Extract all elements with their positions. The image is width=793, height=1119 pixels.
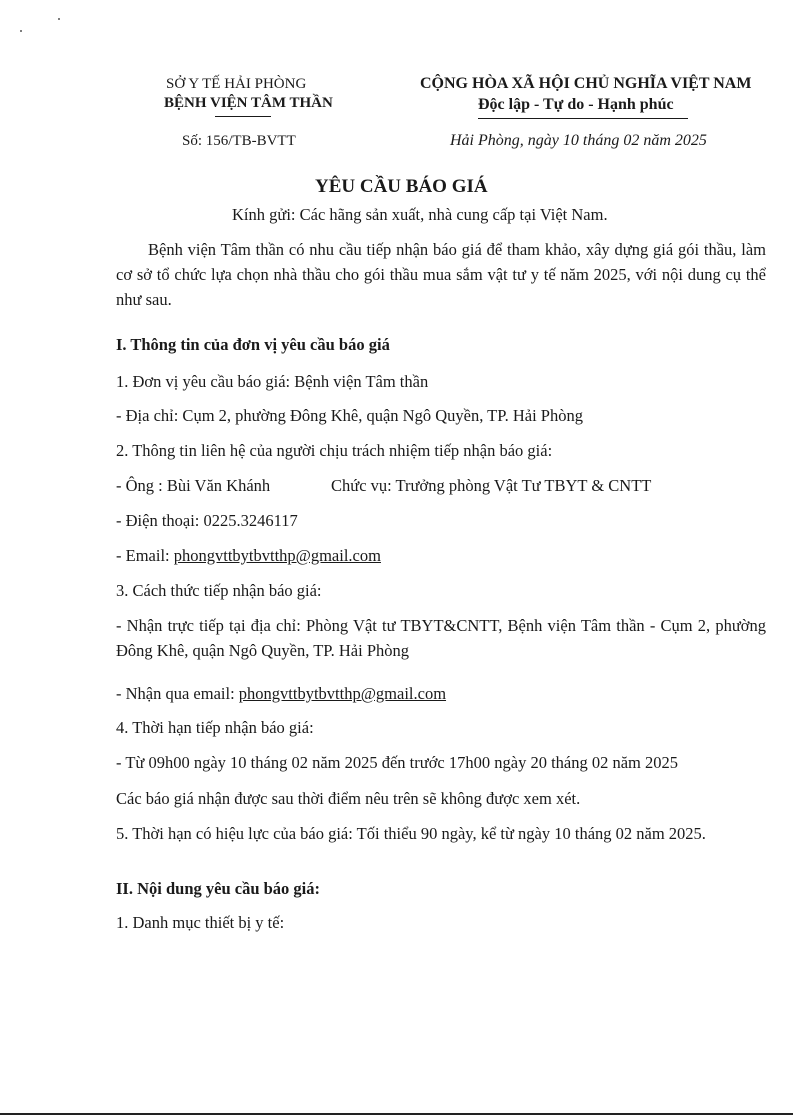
unit-item: 1. Đơn vị yêu cầu báo giá: Bệnh viện Tâm thần: [116, 372, 429, 391]
motto-underline: [478, 118, 688, 119]
intro-paragraph: [116, 237, 766, 312]
equipment-list-item: 1. Danh mục thiết bị y tế:: [116, 913, 285, 932]
contact-item: 2. Thông tin liên hệ của người chịu trách nhiệm tiếp nhận báo giá:: [116, 441, 553, 460]
deadline-period: - Từ 09h00 ngày 10 tháng 02 năm 2025 đến trước 17h00 ngày 20 tháng 02 năm 2025: [116, 753, 679, 772]
method-item: 3. Cách thức tiếp nhận báo giá:: [116, 581, 322, 600]
address-line: - Địa chỉ: Cụm 2, phường Đông Khê, quận Ngô Quyền, TP. Hải Phòng: [116, 406, 583, 425]
contact-position: Chức vụ: Trưởng phòng Vật Tư TBYT & CNTT: [331, 476, 652, 495]
hospital-name-underline: [215, 116, 271, 117]
national-motto: Độc lập - Tự do - Hạnh phúc: [478, 96, 674, 113]
section-1-heading: I. Thông tin của đơn vị yêu cầu báo giá: [116, 335, 390, 354]
late-note: Các báo giá nhận được sau thời điểm nêu trên sẽ không được xem xét.: [116, 789, 581, 808]
email-receipt-label: - Nhận qua email:: [116, 684, 239, 703]
hospital-name: BỆNH VIỆN TÂM THẦN: [164, 95, 333, 111]
contact-person: - Ông : Bùi Văn Khánh: [116, 476, 271, 495]
email-line: [116, 544, 381, 568]
section-2-heading: II. Nội dung yêu cầu báo giá:: [116, 879, 321, 898]
email-link[interactable]: phongvttbytbvtthp@gmail.com: [173, 546, 381, 565]
greeting: Kính gửi: Các hãng sản xuất, nhà cung cấp tại Việt Nam.: [232, 205, 608, 224]
email-receipt-link[interactable]: phongvttbytbvtthp@gmail.com: [238, 684, 447, 703]
date-line: Hải Phòng, ngày 10 tháng 02 năm 2025: [450, 132, 707, 149]
page-title: YÊU CẦU BÁO GIÁ: [315, 176, 488, 197]
deadline-item: 4. Thời hạn tiếp nhận báo giá:: [116, 718, 314, 737]
scan-speck: [58, 18, 60, 20]
scan-speck: [20, 30, 22, 32]
intro-text: Bệnh viện Tâm thần có nhu cầu tiếp nhận báo giá để tham khảo, xây dựng giá gói thầu, làm cơ sở tổ chức lựa chọn nhà thầu cho gói thầu mua sắm vật tư y tế năm 2025, với nội dung cụ thể như sau.: [116, 240, 766, 309]
doc-number: Số: 156/TB-BVTT: [182, 133, 296, 149]
email-receipt-line: [116, 682, 446, 706]
phone-line: - Điện thoại: 0225.3246117: [116, 511, 298, 530]
validity-item: 5. Thời hạn có hiệu lực của báo giá: Tối thiểu 90 ngày, kể từ ngày 10 tháng 02 năm 2025.: [116, 824, 706, 843]
email-label: - Email:: [116, 546, 174, 565]
scan-edge-line: [0, 1113, 793, 1115]
direct-receipt: - Nhận trực tiếp tại địa chỉ: Phòng Vật tư TBYT&CNTT, Bệnh viện Tâm thần - Cụm 2, phường Đông Khê, quận Ngô Quyền, TP. Hải Phòng: [116, 616, 766, 660]
agency-name: SỞ Y TẾ HẢI PHÒNG: [166, 76, 307, 92]
national-title: CỘNG HÒA XÃ HỘI CHỦ NGHĨA VIỆT NAM: [420, 75, 752, 92]
